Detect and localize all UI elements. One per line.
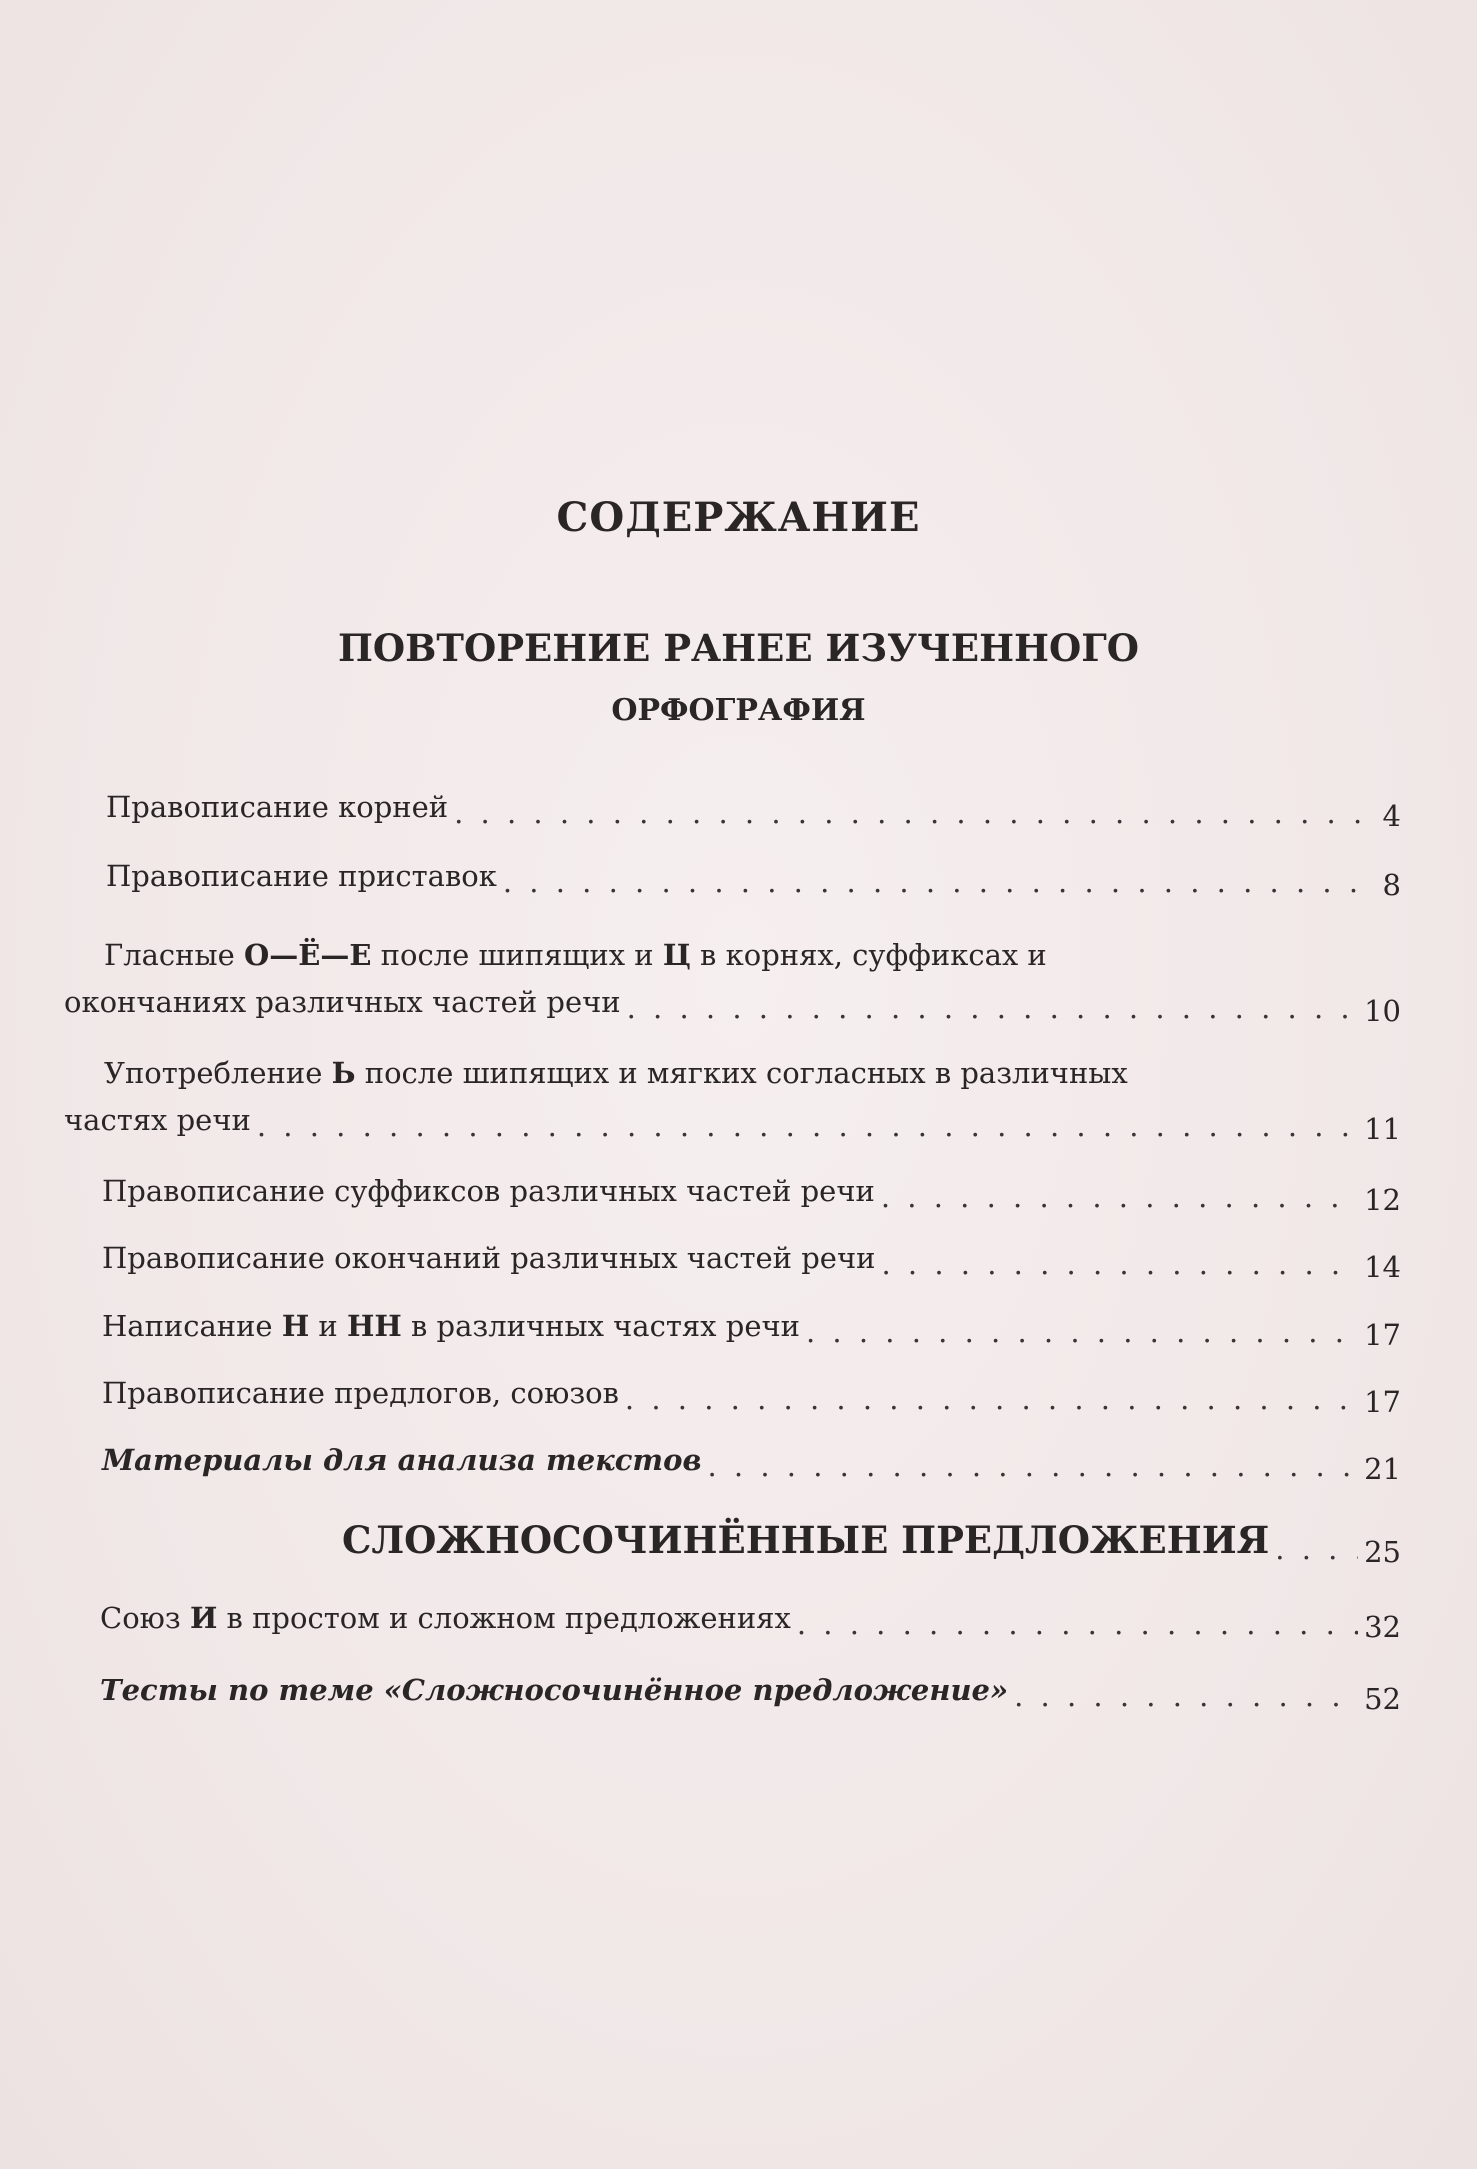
subsection-heading: ОРФОГРАФИЯ [611, 693, 866, 728]
toc-page-number: 11 [1364, 1112, 1401, 1146]
section-heading: ПОВТОРЕНИЕ РАНЕЕ ИЗУЧЕННОГО [337, 626, 1139, 670]
text-fragment: и [309, 1309, 347, 1343]
toc-entry-line1 [104, 1051, 1128, 1095]
dot-leader [806, 1310, 1358, 1354]
toc-page-number: 8 [1382, 868, 1401, 902]
dot-leader [503, 860, 1377, 904]
bold-fragment: И [189, 1601, 218, 1635]
bold-fragment: НН [346, 1309, 402, 1343]
toc-entry-label: СЛОЖНОСОЧИНЁННЫЕ ПРЕДЛОЖЕНИЯ [342, 1518, 1270, 1562]
dot-leader [881, 1242, 1358, 1286]
toc-entry-label [102, 1304, 800, 1348]
dot-leader [881, 1175, 1358, 1219]
toc-page-number: 4 [1382, 799, 1401, 833]
toc-entry-label: Материалы для анализа текстов [102, 1443, 702, 1477]
text-fragment: в корнях, суффиксах и [690, 938, 1047, 972]
toc-page-number: 12 [1364, 1183, 1401, 1217]
toc-page-number: 32 [1364, 1610, 1401, 1644]
toc-entry-label: частях речи [64, 1103, 251, 1137]
dot-leader [1275, 1527, 1358, 1571]
text-fragment: в различных частях речи [401, 1309, 800, 1343]
dot-leader [1014, 1674, 1358, 1718]
toc-entry-label: Тесты по теме «Сложносочинённое предложение» [100, 1673, 1009, 1707]
toc-entry-label: Правописание суффиксов различных частей речи [102, 1174, 875, 1208]
bold-fragment: Ц [662, 938, 691, 972]
toc-entry-line1 [104, 933, 1047, 977]
toc-page-number: 52 [1364, 1682, 1401, 1716]
page-title: СОДЕРЖАНИЕ [556, 494, 921, 541]
toc-entry-label [100, 1596, 791, 1640]
bold-fragment: Н [281, 1309, 310, 1343]
dot-leader [797, 1602, 1358, 1646]
dot-leader [627, 986, 1358, 1030]
text-fragment: после шипящих и [371, 938, 663, 972]
dot-leader [708, 1444, 1359, 1488]
text-fragment: после шипящих и мягких согласных в различных [355, 1056, 1128, 1090]
dot-leader [257, 1104, 1358, 1148]
dot-leader [454, 791, 1376, 835]
bold-fragment: Ь [331, 1056, 356, 1090]
text-fragment: Союз [100, 1601, 190, 1635]
text-fragment: Гласные [104, 938, 244, 972]
toc-page-number: 25 [1364, 1535, 1401, 1569]
bold-fragment: О—Ё—Е [243, 938, 372, 972]
toc-entry-label: Правописание приставок [106, 859, 497, 893]
toc-page-number: 14 [1364, 1250, 1401, 1284]
text-fragment: Написание [102, 1309, 282, 1343]
toc-page-number: 17 [1364, 1318, 1401, 1352]
toc-entry-label: Правописание предлогов, союзов [102, 1376, 619, 1410]
toc-page-number: 17 [1364, 1385, 1401, 1419]
dot-leader [625, 1377, 1358, 1421]
text-fragment: Употребление [104, 1056, 332, 1090]
toc-entry-label: Правописание окончаний различных частей речи [102, 1241, 876, 1275]
toc-entry-label: Правописание корней [106, 790, 449, 824]
toc-entry-label: окончаниях различных частей речи [64, 985, 621, 1019]
toc-page-number: 10 [1364, 994, 1401, 1028]
toc-page-number: 21 [1364, 1452, 1401, 1486]
text-fragment: в простом и сложном предложениях [217, 1601, 791, 1635]
